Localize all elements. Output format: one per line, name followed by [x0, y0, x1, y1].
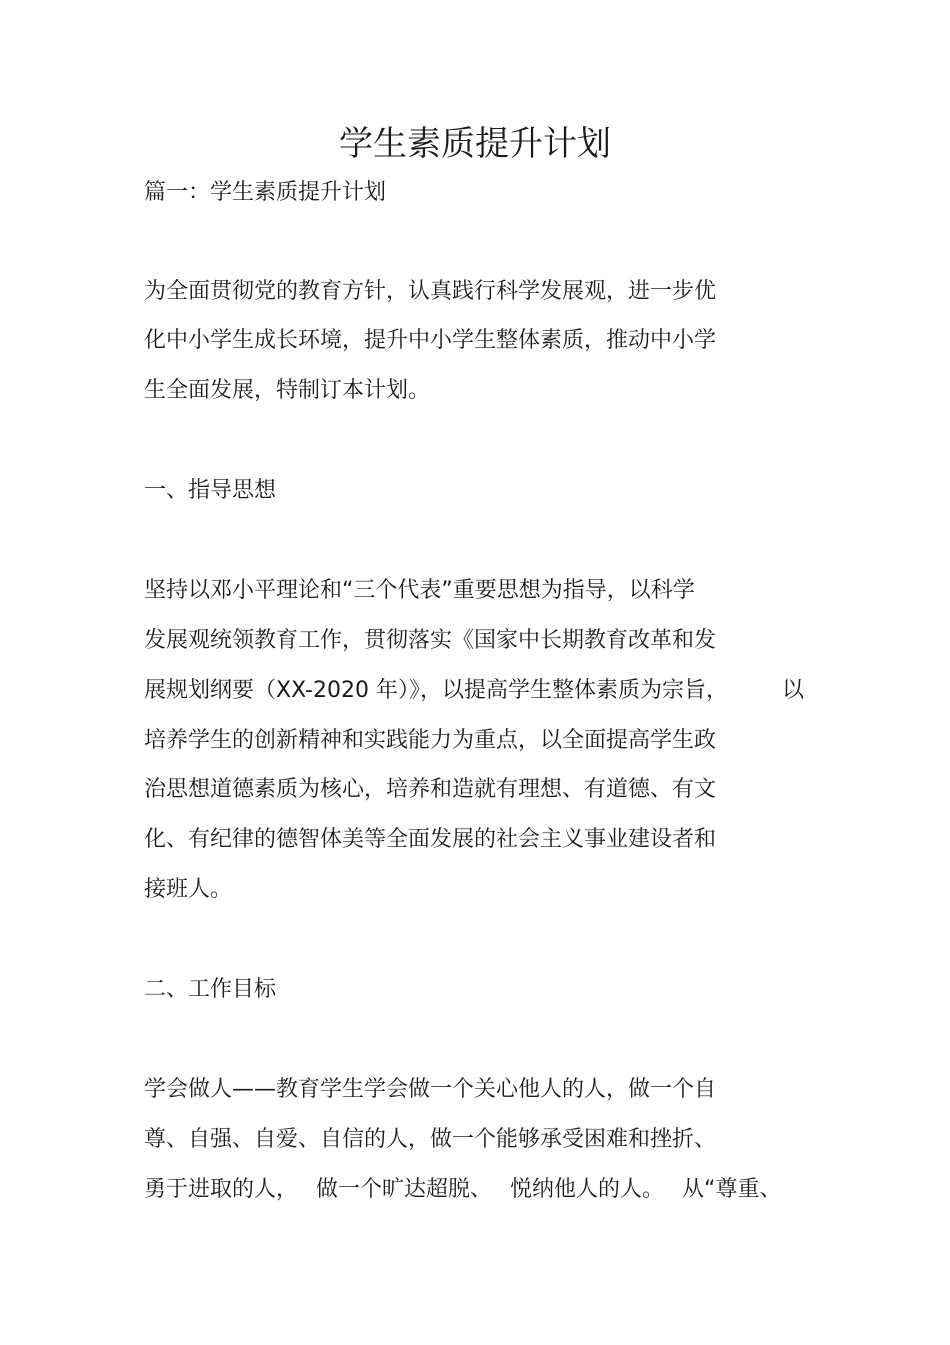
- section2-heading: 二、工作目标: [144, 977, 277, 1002]
- section2-line-3-part-4: 从“尊重、: [682, 1177, 782, 1202]
- section2-line-3-part-1: 勇于进取的人，: [144, 1177, 299, 1202]
- section1-heading: 一、指导思想: [144, 478, 277, 503]
- section1-line-6: 化、有纪律的德智体美等全面发展的社会主义事业建设者和: [144, 827, 717, 852]
- section1-line-5: 治思想道德素质为核心，培养和造就有理想、有道德、有文: [144, 777, 717, 802]
- section1-line-7: 接班人。: [144, 877, 233, 902]
- section1-line-2: 发展观统领教育工作，贯彻落实《国家中长期教育改革和发: [144, 628, 717, 653]
- section2-line-2: 尊、自强、自爱、自信的人，做一个能够承受困难和挫折、: [144, 1127, 717, 1152]
- intro-line-3: 生全面发展，特制订本计划。: [144, 378, 431, 403]
- document-title: 学生素质提升计划: [339, 124, 611, 164]
- section1-line-1: 坚持以邓小平理论和“三个代表”重要思想为指导，以科学: [144, 578, 695, 603]
- section2-line-3: [144, 1175, 781, 1205]
- section1-line-3-tail: 以: [782, 678, 805, 703]
- section2-line-3-part-2: 做一个旷达超脱、: [316, 1177, 493, 1202]
- intro-line-1: 为全面贯彻党的教育方针，认真践行科学发展观，进一步优: [144, 279, 717, 304]
- section2-line-1: 学会做人——教育学生学会做一个关心他人的人，做一个自: [144, 1077, 717, 1102]
- section1-line-4: 培养学生的创新精神和实践能力为重点，以全面提高学生政: [144, 728, 717, 753]
- section2-line-3-part-3: 悦纳他人的人。: [510, 1177, 665, 1202]
- document-subtitle: 篇一：学生素质提升计划: [144, 180, 387, 205]
- intro-line-2: 化中小学生成长环境，提升中小学生整体素质，推动中小学: [144, 328, 717, 353]
- section1-line-3: 展规划纲要（XX-2020 年）》，以提高学生整体素质为宗旨，: [144, 678, 728, 703]
